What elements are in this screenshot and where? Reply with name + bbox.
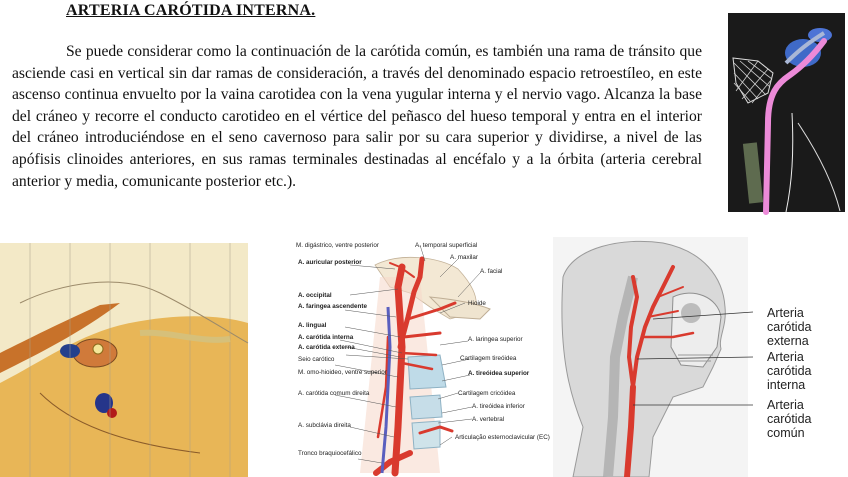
label-seio-carotico: Seio carótico [298, 356, 335, 363]
label-occipital: A. occipital [298, 292, 332, 299]
label-temporal: A. temporal superficial [415, 242, 478, 249]
label-maxilar: A. maxilar [450, 254, 478, 261]
label-hioide: Hioide [468, 300, 486, 307]
carotid-schematic-image [728, 13, 845, 212]
label-tireoidea: Cartilagem tireóidea [460, 355, 517, 362]
label-laringea: A. laringea superior [468, 336, 523, 343]
label-tireoidea-superior: A. tireóidea superior [468, 370, 530, 377]
document-title: ARTERIA CARÓTIDA INTERNA. [66, 2, 316, 19]
label-carotida-interna: A. carótida interna [298, 334, 354, 341]
label-subclavia: A. subclávia direita [298, 422, 351, 429]
neck-arteries-figure [290, 237, 550, 477]
label-omo-hioideo: M. omo-hioideo, ventre superior [298, 369, 387, 376]
head-carotid-figure [553, 237, 848, 477]
label-lingual: A. lingual [298, 322, 327, 329]
label-carotida-externa: A. carótida externa [298, 344, 355, 351]
label-carotida-comun-right: Arteria carótida común [767, 398, 812, 440]
label-articulacao: Articulação esternoclavicular (EC) [455, 434, 550, 441]
label-vertebral: A. vertebral [472, 416, 505, 423]
label-carotida-comum: A. carótida comum direita [298, 390, 370, 397]
label-tronco: Tronco braquiocefálico [298, 450, 362, 457]
label-carotida-interna-right: Arteria carótida interna [767, 350, 812, 392]
label-carotida-externa-right: Arteria carótida externa [767, 306, 812, 348]
label-digastrico: M. digástrico, ventre posterior [296, 242, 379, 249]
label-tireoidea-inferior: A. tireóidea inferior [472, 403, 525, 410]
label-cricoidea: Cartilagem cricóidea [458, 390, 516, 397]
label-facial: A. facial [480, 268, 503, 275]
label-faringea: A. faringea ascendente [298, 303, 367, 310]
label-auricular-posterior: A. auricular posterior [298, 259, 362, 266]
body-paragraph: Se puede considerar como la continuación de la carótida común, es también una rama de tránsito que asciende casi en vertical sin dar ramas de consideración, a través del denominado espacio retroestíleo, en este ascenso continua envuelto por la vaina carotidea con la vena yugular interna y el nervio vago. Alcanza la base del cráneo y recorre el conducto carotideo en el vértice del peñasco del hueso temporal y entra en el interior del cráneo introduciéndose en el seno cavernoso para salir por su cara superior y dividirse, a nivel de las apófisis clinoides anteriores, en sus ramas terminales destinadas al encéfalo y a la órbita (arteria cerebral anterior y media, comunicante posterior etc.). [12, 43, 702, 190]
cross-section-image [0, 243, 248, 477]
